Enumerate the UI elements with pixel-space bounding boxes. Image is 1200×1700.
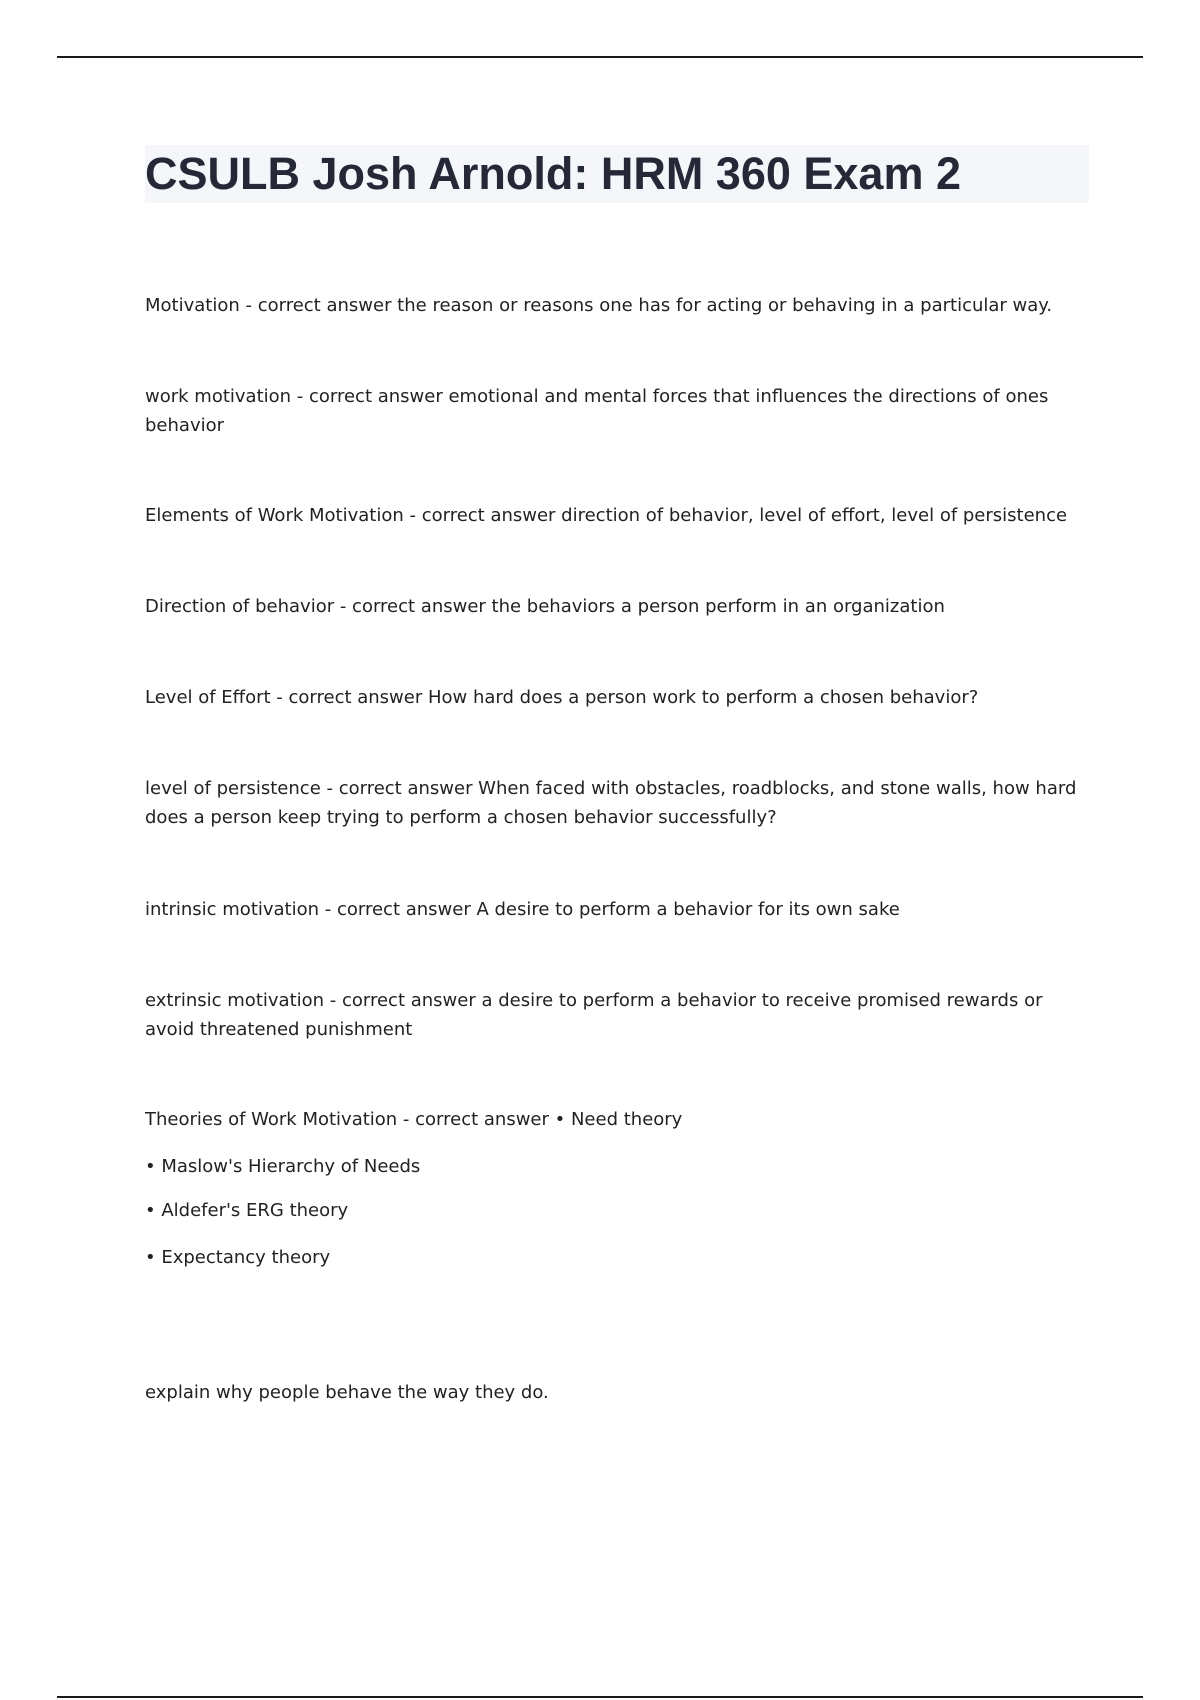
entry-level-of-effort: Level of Effort - correct answer How hard does a person work to perform a chosen behavior? bbox=[145, 687, 979, 708]
bottom-rule bbox=[57, 1696, 1143, 1698]
entry-level-of-persistence: level of persistence - correct answer When faced with obstacles, roadblocks, and stone walls, how hard does a person keep trying to perform a chosen behavior successfully? bbox=[145, 778, 1077, 828]
entry-motivation: Motivation - correct answer the reason or reasons one has for acting or behaving in a particular way. bbox=[145, 295, 1053, 316]
page-title: CSULB Josh Arnold: HRM 360 Exam 2 bbox=[145, 148, 961, 199]
top-rule bbox=[57, 56, 1143, 58]
closing-text: explain why people behave the way they do. bbox=[145, 1382, 549, 1403]
bullet-item-aldefer: • Aldefer's ERG theory bbox=[145, 1200, 349, 1221]
entry-work-motivation: work motivation - correct answer emotional and mental forces that influences the directions of ones behavior bbox=[145, 386, 1049, 436]
entry-extrinsic-motivation: extrinsic motivation - correct answer a desire to perform a behavior to receive promised rewards or avoid threatened punishment bbox=[145, 990, 1043, 1040]
entry-direction-of-behavior: Direction of behavior - correct answer the behaviors a person perform in an organization bbox=[145, 596, 945, 617]
bullet-item-maslow: • Maslow's Hierarchy of Needs bbox=[145, 1156, 421, 1177]
bullet-item-expectancy: • Expectancy theory bbox=[145, 1247, 331, 1268]
title-banner bbox=[145, 145, 1089, 203]
entry-intrinsic-motivation: intrinsic motivation - correct answer A desire to perform a behavior for its own sake bbox=[145, 899, 900, 920]
entry-elements-of-work-motivation: Elements of Work Motivation - correct answer direction of behavior, level of effort, level of persistence bbox=[145, 505, 1068, 526]
entry-theories-heading: Theories of Work Motivation - correct answer • Need theory bbox=[145, 1109, 683, 1130]
